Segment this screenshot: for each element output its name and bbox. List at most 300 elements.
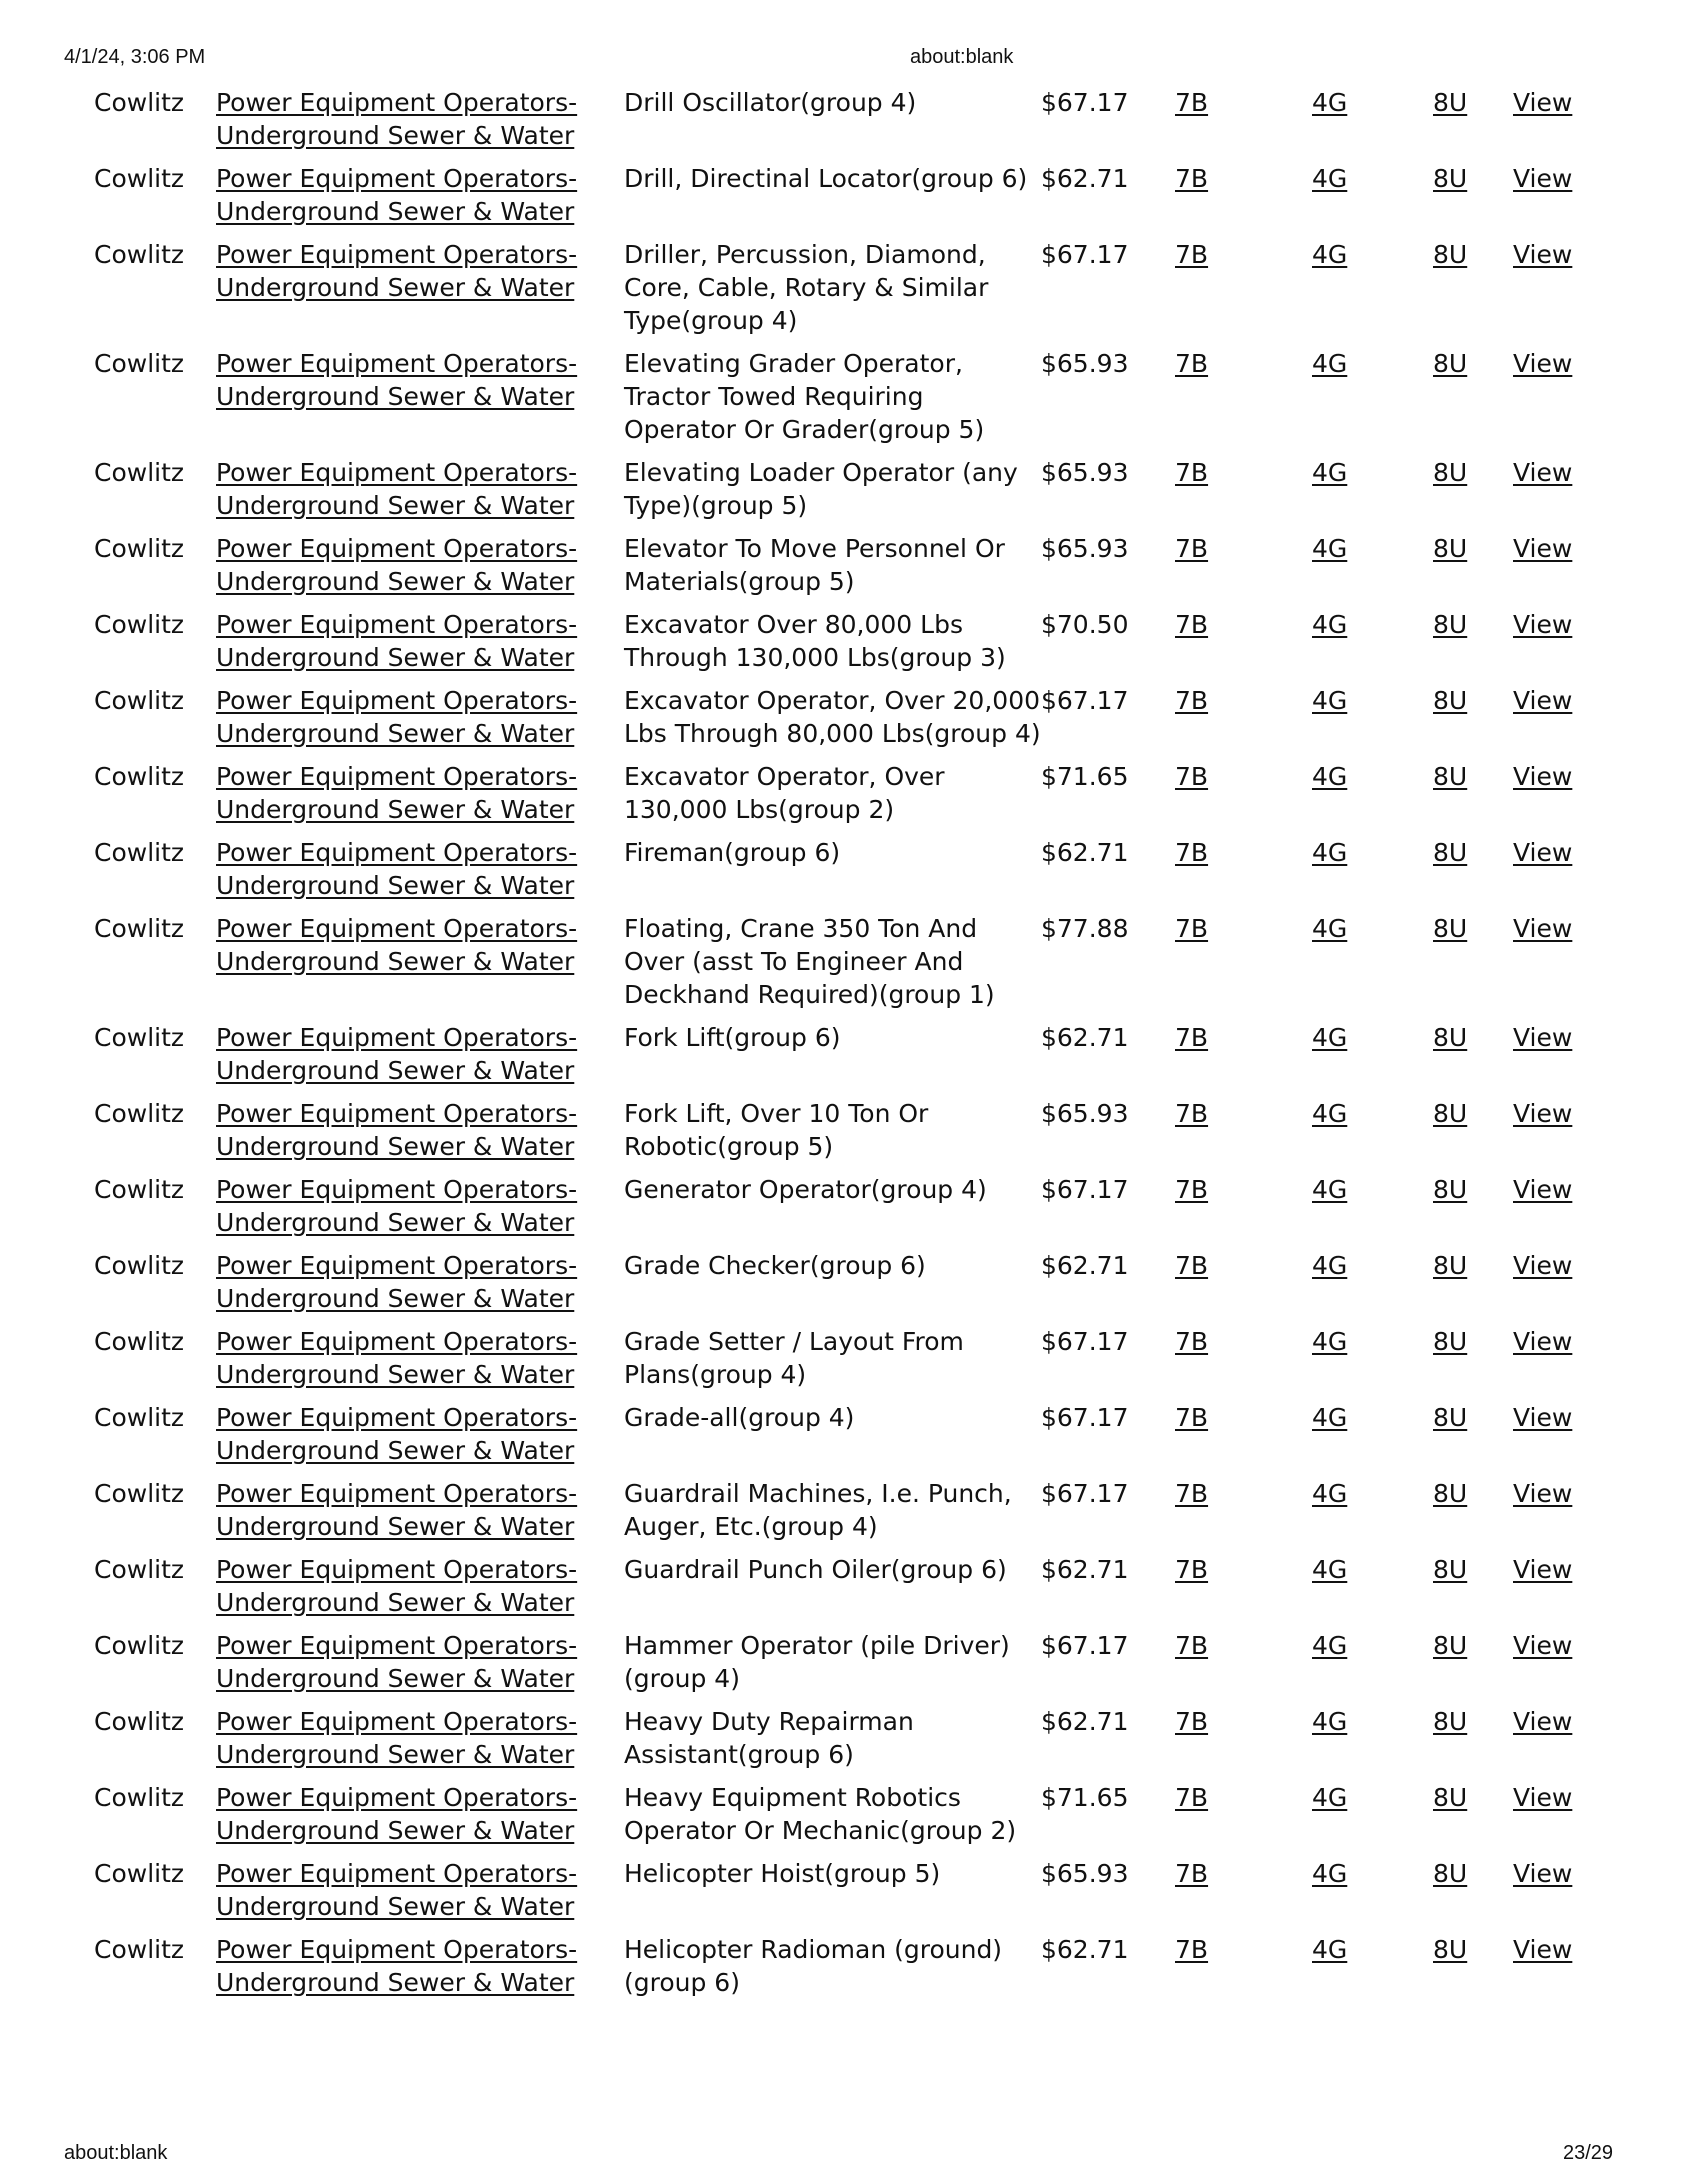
note-code-link[interactable]: 8U [1433,349,1468,378]
note-code-link[interactable]: 8U [1433,88,1468,117]
view-link[interactable]: View [1513,88,1573,117]
overtime-code-link[interactable]: 7B [1175,1327,1209,1356]
note-code-link[interactable]: 8U [1433,686,1468,715]
county-column-cell [94,1097,216,1173]
holiday-code-link[interactable]: 4G [1312,1707,1348,1736]
print-header-url: about:blank [910,46,1014,68]
note-code-link[interactable]: 8U [1433,1403,1468,1432]
wage-column-cell [1041,1097,1175,1173]
holiday-code-link[interactable]: 4G [1312,1175,1348,1204]
view-link[interactable]: View [1513,610,1573,639]
view-link[interactable]: View [1513,686,1573,715]
county-cell: Cowlitz [94,1099,185,1128]
note-code-link[interactable]: 8U [1433,1175,1468,1204]
classification-cell: Excavator Operator, Over 130,000 Lbs(group 2) [624,762,945,824]
holiday-code-link[interactable]: 4G [1312,1479,1348,1508]
classification-column-cell [624,1173,1041,1249]
view-link[interactable]: View [1513,914,1573,943]
county-column-cell [94,1857,216,1933]
overtime-code-link[interactable]: 7B [1175,1859,1209,1888]
trade-link[interactable]: Power Equipment Operators-Underground Sewer & Water [216,762,578,824]
holiday-code-link[interactable]: 4G [1312,838,1348,867]
county-cell: Cowlitz [94,1707,185,1736]
holiday-code-link[interactable]: 4G [1312,1783,1348,1812]
classification-cell: Fork Lift, Over 10 Ton Or Robotic(group 5) [624,1099,929,1161]
county-column-cell [94,1781,216,1857]
trade-column-cell [216,1249,624,1325]
overtime-code-link[interactable]: 7B [1175,686,1209,715]
note-column-cell [1433,1021,1513,1097]
wage-cell: $65.93 [1041,458,1129,487]
note-column-cell [1433,1629,1513,1705]
overtime-code-link[interactable]: 7B [1175,458,1209,487]
holiday-code-link[interactable]: 4G [1312,1555,1348,1584]
wage-cell: $67.17 [1041,1479,1129,1508]
view-link[interactable]: View [1513,1935,1573,1964]
trade-column-cell [216,1021,624,1097]
view-column-cell [1513,1857,1633,1933]
trade-link[interactable]: Power Equipment Operators-Underground Sewer & Water [216,458,578,520]
overtime-column-cell [1175,86,1312,162]
overtime-column-cell [1175,1097,1312,1173]
table-row [94,1629,1633,1705]
holiday-column-cell [1312,1857,1433,1933]
view-column-cell [1513,1781,1633,1857]
view-link[interactable]: View [1513,1707,1573,1736]
wage-column-cell [1041,836,1175,912]
trade-column-cell [216,238,624,347]
holiday-code-link[interactable]: 4G [1312,610,1348,639]
view-link[interactable]: View [1513,1479,1573,1508]
table-row [94,1325,1633,1401]
overtime-code-link[interactable]: 7B [1175,1631,1209,1660]
county-cell: Cowlitz [94,1479,185,1508]
note-code-link[interactable]: 8U [1433,1707,1468,1736]
county-column-cell [94,684,216,760]
classification-column-cell [624,760,1041,836]
note-code-link[interactable]: 8U [1433,1935,1468,1964]
wage-column-cell [1041,912,1175,1021]
classification-cell: Helicopter Hoist(group 5) [624,1859,941,1888]
holiday-column-cell [1312,86,1433,162]
overtime-code-link[interactable]: 7B [1175,838,1209,867]
classification-column-cell [624,1401,1041,1477]
trade-column-cell [216,1173,624,1249]
wage-column-cell [1041,1857,1175,1933]
wage-cell: $65.93 [1041,1859,1129,1888]
trade-link[interactable]: Power Equipment Operators-Underground Sewer & Water [216,1479,578,1541]
note-code-link[interactable]: 8U [1433,762,1468,791]
county-column-cell [94,456,216,532]
note-column-cell [1433,1325,1513,1401]
trade-link[interactable]: Power Equipment Operators-Underground Sewer & Water [216,1099,578,1161]
note-column-cell [1433,456,1513,532]
classification-column-cell [624,836,1041,912]
view-link[interactable]: View [1513,534,1573,563]
trade-column-cell [216,1325,624,1401]
county-column-cell [94,162,216,238]
wage-cell: $77.88 [1041,914,1129,943]
wage-column-cell [1041,1401,1175,1477]
county-column-cell [94,1021,216,1097]
trade-link[interactable]: Power Equipment Operators-Underground Sewer & Water [216,1935,578,1997]
wage-column-cell [1041,1325,1175,1401]
holiday-column-cell [1312,1781,1433,1857]
holiday-column-cell [1312,1477,1433,1553]
view-link[interactable]: View [1513,838,1573,867]
holiday-column-cell [1312,238,1433,347]
trade-link[interactable]: Power Equipment Operators-Underground Sewer & Water [216,1631,578,1693]
note-column-cell [1433,1781,1513,1857]
trade-link[interactable]: Power Equipment Operators-Underground Sewer & Water [216,1175,578,1237]
overtime-column-cell [1175,238,1312,347]
wage-cell: $67.17 [1041,1631,1129,1660]
overtime-column-cell [1175,1629,1312,1705]
trade-column-cell [216,86,624,162]
view-column-cell [1513,1325,1633,1401]
wage-cell: $62.71 [1041,1023,1129,1052]
note-code-link[interactable]: 8U [1433,1251,1468,1280]
holiday-code-link[interactable]: 4G [1312,458,1348,487]
trade-column-cell [216,162,624,238]
classification-cell: Fork Lift(group 6) [624,1023,841,1052]
county-cell: Cowlitz [94,1783,185,1812]
trade-link[interactable]: Power Equipment Operators-Underground Sewer & Water [216,349,578,411]
trade-link[interactable]: Power Equipment Operators-Underground Sewer & Water [216,1403,578,1465]
classification-cell: Grade-all(group 4) [624,1403,855,1432]
overtime-code-link[interactable]: 7B [1175,1707,1209,1736]
county-cell: Cowlitz [94,1935,185,1964]
wage-column-cell [1041,1249,1175,1325]
holiday-column-cell [1312,347,1433,456]
view-link[interactable]: View [1513,164,1573,193]
holiday-column-cell [1312,1705,1433,1781]
trade-link[interactable]: Power Equipment Operators-Underground Sewer & Water [216,838,578,900]
classification-cell: Fireman(group 6) [624,838,841,867]
county-column-cell [94,347,216,456]
classification-column-cell [624,347,1041,456]
note-code-link[interactable]: 8U [1433,1859,1468,1888]
note-code-link[interactable]: 8U [1433,610,1468,639]
view-link[interactable]: View [1513,240,1573,269]
note-code-link[interactable]: 8U [1433,1023,1468,1052]
trade-column-cell [216,1629,624,1705]
wage-cell: $71.65 [1041,1783,1129,1812]
overtime-code-link[interactable]: 7B [1175,1251,1209,1280]
view-column-cell [1513,238,1633,347]
note-code-link[interactable]: 8U [1433,458,1468,487]
overtime-code-link[interactable]: 7B [1175,1175,1209,1204]
wage-cell: $62.71 [1041,1935,1129,1964]
trade-link[interactable]: Power Equipment Operators-Underground Sewer & Water [216,1555,578,1617]
trade-link[interactable]: Power Equipment Operators-Underground Sewer & Water [216,1023,578,1085]
trade-link[interactable]: Power Equipment Operators-Underground Sewer & Water [216,1707,578,1769]
county-column-cell [94,1553,216,1629]
note-code-link[interactable]: 8U [1433,1327,1468,1356]
view-column-cell [1513,347,1633,456]
note-code-link[interactable]: 8U [1433,1479,1468,1508]
trade-link[interactable]: Power Equipment Operators-Underground Sewer & Water [216,164,578,226]
wage-column-cell [1041,347,1175,456]
trade-link[interactable]: Power Equipment Operators-Underground Sewer & Water [216,1859,578,1921]
wage-column-cell [1041,456,1175,532]
wage-cell: $62.71 [1041,1555,1129,1584]
wage-rates-table-container [94,86,1654,2009]
overtime-column-cell [1175,684,1312,760]
holiday-code-link[interactable]: 4G [1312,1403,1348,1432]
trade-column-cell [216,347,624,456]
holiday-code-link[interactable]: 4G [1312,914,1348,943]
trade-link[interactable]: Power Equipment Operators-Underground Sewer & Water [216,1251,578,1313]
wage-cell: $70.50 [1041,610,1129,639]
note-code-link[interactable]: 8U [1433,914,1468,943]
page-number: 23/29 [1563,2142,1614,2164]
view-column-cell [1513,456,1633,532]
overtime-column-cell [1175,1857,1312,1933]
trade-column-cell [216,836,624,912]
trade-column-cell [216,1097,624,1173]
trade-link[interactable]: Power Equipment Operators-Underground Sewer & Water [216,686,578,748]
view-link[interactable]: View [1513,1555,1573,1584]
view-link[interactable]: View [1513,762,1573,791]
wage-cell: $65.93 [1041,534,1129,563]
holiday-code-link[interactable]: 4G [1312,1099,1348,1128]
note-column-cell [1433,347,1513,456]
classification-column-cell [624,86,1041,162]
holiday-code-link[interactable]: 4G [1312,1935,1348,1964]
overtime-code-link[interactable]: 7B [1175,1555,1209,1584]
trade-link[interactable]: Power Equipment Operators-Underground Sewer & Water [216,240,578,302]
wage-column-cell [1041,1629,1175,1705]
view-column-cell [1513,836,1633,912]
trade-link[interactable]: Power Equipment Operators-Underground Sewer & Water [216,914,578,976]
county-cell: Cowlitz [94,762,185,791]
classification-cell: Driller, Percussion, Diamond, Core, Cable, Rotary & Similar Type(group 4) [624,240,989,335]
trade-column-cell [216,1857,624,1933]
classification-column-cell [624,1857,1041,1933]
overtime-code-link[interactable]: 7B [1175,1783,1209,1812]
view-column-cell [1513,1097,1633,1173]
overtime-code-link[interactable]: 7B [1175,534,1209,563]
view-column-cell [1513,1553,1633,1629]
overtime-column-cell [1175,1021,1312,1097]
overtime-column-cell [1175,1325,1312,1401]
classification-column-cell [624,1325,1041,1401]
view-link[interactable]: View [1513,1251,1573,1280]
wage-column-cell [1041,1173,1175,1249]
overtime-code-link[interactable]: 7B [1175,164,1209,193]
note-column-cell [1433,760,1513,836]
county-column-cell [94,532,216,608]
table-row [94,1781,1633,1857]
note-code-link[interactable]: 8U [1433,164,1468,193]
holiday-code-link[interactable]: 4G [1312,240,1348,269]
overtime-code-link[interactable]: 7B [1175,1935,1209,1964]
county-cell: Cowlitz [94,1175,185,1204]
table-row [94,1249,1633,1325]
holiday-column-cell [1312,1629,1433,1705]
view-link[interactable]: View [1513,1783,1573,1812]
trade-link[interactable]: Power Equipment Operators-Underground Sewer & Water [216,1327,578,1389]
table-row [94,1173,1633,1249]
classification-cell: Grade Checker(group 6) [624,1251,926,1280]
table-row [94,238,1633,347]
table-row [94,347,1633,456]
view-column-cell [1513,1173,1633,1249]
wage-cell: $67.17 [1041,1403,1129,1432]
county-cell: Cowlitz [94,1631,185,1660]
county-cell: Cowlitz [94,1327,185,1356]
classification-column-cell [624,1021,1041,1097]
classification-column-cell [624,912,1041,1021]
view-column-cell [1513,1401,1633,1477]
holiday-code-link[interactable]: 4G [1312,88,1348,117]
view-column-cell [1513,86,1633,162]
trade-column-cell [216,684,624,760]
holiday-column-cell [1312,532,1433,608]
overtime-column-cell [1175,162,1312,238]
overtime-column-cell [1175,456,1312,532]
overtime-code-link[interactable]: 7B [1175,88,1209,117]
holiday-code-link[interactable]: 4G [1312,1631,1348,1660]
view-column-cell [1513,1477,1633,1553]
note-column-cell [1433,684,1513,760]
holiday-code-link[interactable]: 4G [1312,164,1348,193]
table-row [94,836,1633,912]
classification-cell: Guardrail Punch Oiler(group 6) [624,1555,1007,1584]
note-code-link[interactable]: 8U [1433,1631,1468,1660]
table-row [94,1705,1633,1781]
county-cell: Cowlitz [94,1555,185,1584]
county-cell: Cowlitz [94,164,185,193]
overtime-code-link[interactable]: 7B [1175,914,1209,943]
table-row [94,1021,1633,1097]
note-column-cell [1433,532,1513,608]
view-link[interactable]: View [1513,1327,1573,1356]
overtime-code-link[interactable]: 7B [1175,1403,1209,1432]
trade-column-cell [216,912,624,1021]
holiday-code-link[interactable]: 4G [1312,349,1348,378]
classification-column-cell [624,1781,1041,1857]
county-cell: Cowlitz [94,458,185,487]
wage-cell: $67.17 [1041,1175,1129,1204]
note-code-link[interactable]: 8U [1433,240,1468,269]
classification-column-cell [624,1629,1041,1705]
holiday-code-link[interactable]: 4G [1312,1327,1348,1356]
view-link[interactable]: View [1513,1631,1573,1660]
note-code-link[interactable]: 8U [1433,534,1468,563]
view-column-cell [1513,532,1633,608]
overtime-code-link[interactable]: 7B [1175,240,1209,269]
classification-column-cell [624,1705,1041,1781]
trade-link[interactable]: Power Equipment Operators-Underground Sewer & Water [216,534,578,596]
county-cell: Cowlitz [94,1023,185,1052]
trade-link[interactable]: Power Equipment Operators-Underground Sewer & Water [216,1783,578,1845]
wage-column-cell [1041,1021,1175,1097]
county-cell: Cowlitz [94,1251,185,1280]
note-column-cell [1433,1249,1513,1325]
county-column-cell [94,608,216,684]
note-column-cell [1433,1477,1513,1553]
classification-cell: Floating, Crane 350 Ton And Over (asst To Engineer And Deckhand Required)(group 1) [624,914,995,1009]
note-code-link[interactable]: 8U [1433,1099,1468,1128]
note-column-cell [1433,1401,1513,1477]
overtime-code-link[interactable]: 7B [1175,1479,1209,1508]
view-column-cell [1513,162,1633,238]
overtime-code-link[interactable]: 7B [1175,762,1209,791]
table-row [94,1933,1633,2009]
view-column-cell [1513,1933,1633,2009]
overtime-column-cell [1175,532,1312,608]
note-code-link[interactable]: 8U [1433,1555,1468,1584]
view-link[interactable]: View [1513,1099,1573,1128]
trade-column-cell [216,760,624,836]
trade-column-cell [216,532,624,608]
note-code-link[interactable]: 8U [1433,838,1468,867]
note-column-cell [1433,836,1513,912]
classification-column-cell [624,456,1041,532]
overtime-code-link[interactable]: 7B [1175,1023,1209,1052]
view-link[interactable]: View [1513,1859,1573,1888]
wage-cell: $67.17 [1041,88,1129,117]
wage-cell: $62.71 [1041,1251,1129,1280]
holiday-column-cell [1312,1249,1433,1325]
classification-column-cell [624,684,1041,760]
print-footer-url: about:blank [64,2142,168,2164]
wage-column-cell [1041,238,1175,347]
trade-link[interactable]: Power Equipment Operators-Underground Sewer & Water [216,610,578,672]
view-link[interactable]: View [1513,1175,1573,1204]
classification-cell: Excavator Over 80,000 Lbs Through 130,000 Lbs(group 3) [624,610,1006,672]
holiday-code-link[interactable]: 4G [1312,1859,1348,1888]
overtime-code-link[interactable]: 7B [1175,610,1209,639]
classification-cell: Elevating Grader Operator, Tractor Towed Requiring Operator Or Grader(group 5) [624,349,985,444]
view-link[interactable]: View [1513,1023,1573,1052]
trade-link[interactable]: Power Equipment Operators-Underground Sewer & Water [216,88,578,150]
view-column-cell [1513,1021,1633,1097]
holiday-code-link[interactable]: 4G [1312,1251,1348,1280]
county-cell: Cowlitz [94,610,185,639]
wage-rates-table-body [94,86,1633,2009]
holiday-code-link[interactable]: 4G [1312,534,1348,563]
note-code-link[interactable]: 8U [1433,1783,1468,1812]
holiday-column-cell [1312,1325,1433,1401]
holiday-code-link[interactable]: 4G [1312,762,1348,791]
view-link[interactable]: View [1513,1403,1573,1432]
county-column-cell [94,1629,216,1705]
county-column-cell [94,1325,216,1401]
table-row [94,608,1633,684]
holiday-code-link[interactable]: 4G [1312,686,1348,715]
wage-column-cell [1041,1781,1175,1857]
overtime-code-link[interactable]: 7B [1175,1099,1209,1128]
county-cell: Cowlitz [94,534,185,563]
classification-cell: Guardrail Machines, I.e. Punch, Auger, Etc.(group 4) [624,1479,1012,1541]
view-link[interactable]: View [1513,349,1573,378]
classification-cell: Drill Oscillator(group 4) [624,88,917,117]
holiday-code-link[interactable]: 4G [1312,1023,1348,1052]
overtime-code-link[interactable]: 7B [1175,349,1209,378]
county-column-cell [94,1249,216,1325]
overtime-column-cell [1175,608,1312,684]
wage-cell: $62.71 [1041,838,1129,867]
view-column-cell [1513,760,1633,836]
holiday-column-cell [1312,1933,1433,2009]
classification-column-cell [624,1553,1041,1629]
county-cell: Cowlitz [94,1859,185,1888]
view-link[interactable]: View [1513,458,1573,487]
table-row [94,912,1633,1021]
